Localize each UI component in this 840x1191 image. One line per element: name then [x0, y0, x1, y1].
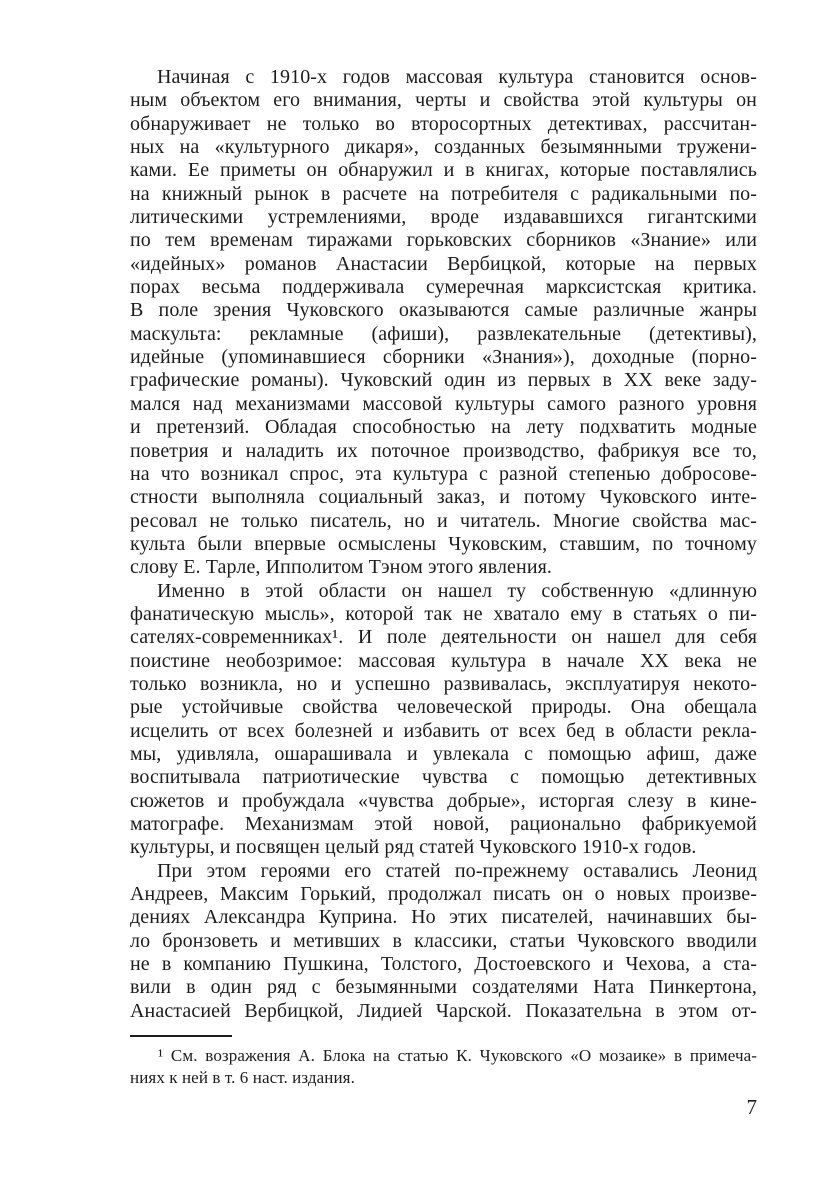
footnote: [130, 1045, 757, 1089]
text-line: сюжетов и пробуждала «чувства добрые», исторгая слезу в кине-: [130, 789, 757, 812]
text-line: ками. Ее приметы он обнаружил и в книгах, которые поставлялись: [130, 159, 757, 182]
text-line: исцелить от всех болезней и избавить от всех бед в области рекла-: [130, 719, 757, 742]
text-line: маскульта: рекламные (афиши), развлекательные (детективы),: [130, 322, 757, 345]
paragraph: [130, 580, 757, 860]
text-line: литическими устремлениями, вроде издававшихся гигантскими: [130, 206, 757, 229]
text-line: не в компанию Пушкина, Толстого, Достоевского и Чехова, а ста-: [130, 953, 757, 976]
text-line: дениях Александра Куприна. Но этих писателей, начинавших бы-: [130, 906, 757, 929]
text-line: мы, удивляла, ошарашивала и увлекала с помощью афиш, даже: [130, 742, 757, 765]
text-line: на что возникал спрос, эта культура с разной степенью добросове-: [130, 462, 757, 485]
text-line: поистине необозримое: массовая культура в начале XX века не: [130, 649, 757, 672]
text-line: матографе. Механизмам этой новой, рационально фабрикуемой: [130, 813, 757, 835]
text-line: ных на «культурного дикаря», созданных безымянными тружени-: [130, 136, 757, 159]
text-line: При этом героями его статей по-прежнему оставались Леонид: [157, 859, 757, 882]
paragraph: [130, 66, 757, 580]
text-line: идейные (упоминавшиеся сборники «Знания»), доходные (порно-: [130, 346, 757, 369]
text-line: на книжный рынок в расчете на потребителя с радикальными по-: [130, 182, 757, 205]
text-line: по тем временам тиражами горьковских сборников «Знание» или: [130, 229, 757, 252]
text-line: культа были впервые осмыслены Чуковским, ставшим, по точному: [130, 532, 757, 555]
footnote-separator: [130, 1035, 232, 1037]
text-line: В поле зрения Чуковского оказываются самые различные жанры: [130, 299, 757, 322]
body-text: [130, 66, 757, 1023]
text-line: графические романы). Чуковский один из первых в XX веке заду-: [130, 369, 757, 392]
text-line: порах весьма поддерживала сумеречная марксистская критика.: [130, 276, 757, 299]
text-line: стности выполняла социальный заказ, и потому Чуковского инте-: [130, 486, 757, 509]
text-line: обнаруживает не только во второсортных детективах, рассчитан-: [130, 112, 757, 135]
text-line: слову Е. Тарле, Ипполитом Тэном этого явления.: [130, 556, 553, 579]
page-number: 7: [746, 1095, 757, 1120]
text-line: фанатическую мысль», которой так не хватало ему в статьях о пи-: [130, 602, 757, 625]
text-line: «идейных» романов Анастасии Вербицкой, которые на первых: [130, 252, 757, 275]
text-line: ресовал не только писатель, но и читатель. Многие свойства мас-: [130, 509, 757, 532]
text-line: ло бронзоветь и метивших в классики, статьи Чуковского вводили: [130, 929, 757, 952]
text-line: только возникла, но и успешно развивалась, эксплуатируя некото-: [130, 672, 757, 695]
text-line: Начиная с 1910-х годов массовая культура становится основ-: [157, 66, 757, 88]
text-line: воспитывала патриотические чувства с помощью детективных: [130, 766, 757, 789]
text-line: сателях-современниках¹. И поле деятельности он нашел для себя: [130, 626, 757, 649]
text-line: мался над механизмами массовой культуры самого разного уровня: [130, 392, 757, 415]
text-line: Именно в этой области он нашел ту собственную «длинную: [157, 579, 757, 602]
text-line: Анастасией Вербицкой, Лидией Чарской. Показательна в этом от-: [130, 999, 757, 1022]
text-line: поветрия и наладить их поточное производство, фабрикуя все то,: [130, 439, 757, 462]
text-line: Андреев, Максим Горький, продолжал писать он о новых произве-: [130, 883, 757, 906]
text-line: культуры, и посвящен целый ряд статей Чуковского 1910-х годов.: [130, 836, 697, 859]
text-line: вили в один ряд с безымянными создателями Ната Пинкертона,: [130, 976, 757, 999]
paragraph: [130, 860, 757, 1023]
footnote-line: ¹ См. возражения А. Блока на статью К. Чуковского «О мозаике» в примеча-: [158, 1046, 757, 1066]
footnote-line: ниях к ней в т. 6 наст. издания.: [130, 1068, 355, 1088]
text-line: и претензий. Обладая способностью на лету подхватить модные: [130, 416, 757, 439]
text-line: ным объектом его внимания, черты и свойства этой культуры он: [130, 89, 757, 112]
text-line: рые устойчивые свойства человеческой природы. Она обещала: [130, 696, 757, 719]
